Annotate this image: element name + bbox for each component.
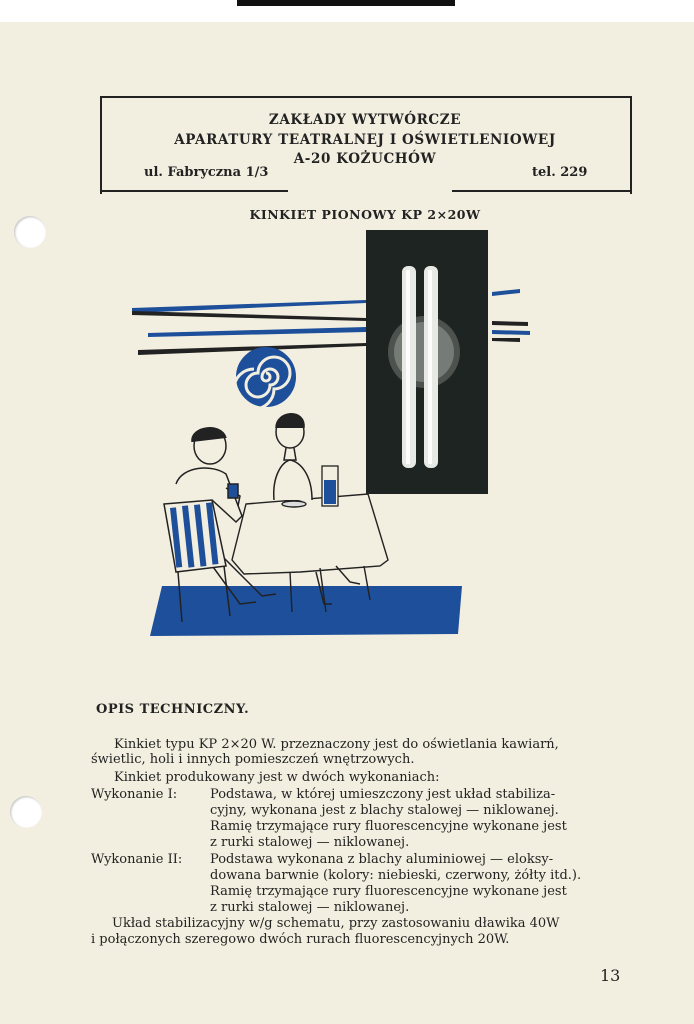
wall-stripe-7 (492, 330, 530, 335)
paragraph-1-line-2: świetlic, holi i innych pomieszczeń wnętrzowych. (91, 752, 415, 767)
header-phone: tel. 229 (532, 165, 588, 180)
header-line-2: APARATURY TEATRALNEJ I OŚWIETLENIOWEJ (174, 132, 556, 148)
header-line-1: ZAKŁADY WYTWÓRCZE (268, 112, 462, 128)
wall-stripe-6 (492, 321, 528, 326)
variant-2-line-3: Ramię trzymające rury fluorescencyjne wykonane jest (210, 884, 567, 899)
variant-1-line-4: z rurki stalowej — niklowanej. (210, 835, 410, 850)
section-heading: OPIS TECHNICZNY. (96, 702, 250, 717)
header-line-3: A-20 KOŻUCHÓW (293, 151, 437, 167)
wall-stripe-2 (132, 311, 366, 321)
wall-stripe-3 (148, 327, 366, 337)
paragraph-3-line-2: i połączonych szeregowo dwóch rurach fluorescencyjnych 20W. (91, 932, 510, 947)
spiral-ornament (234, 349, 294, 409)
floor-rug (150, 586, 462, 636)
variant-1-label: Wykonanie I: (91, 787, 178, 802)
product-title: KINKIET PIONOWY KP 2×20W (249, 207, 481, 222)
variant-2-line-4: z rurki stalowej — niklowanej. (210, 900, 410, 915)
variant-2-line-1: Podstawa wykonana z blachy aluminiowej — eloksy- (210, 852, 554, 867)
variant-1-line-2: cyjny, wykonana jest z blachy stalowej — niklowanej. (210, 803, 559, 818)
paragraph-1-line-1: Kinkiet typu KP 2×20 W. przeznaczony jest do oświetlania kawiarń, (114, 737, 559, 752)
variant-2-label: Wykonanie II: (91, 852, 183, 867)
paragraph-2: Kinkiet produkowany jest w dwóch wykonaniach: (114, 770, 440, 785)
paragraph-3-line-1: Układ stabilizacyjny w/g schematu, przy zastosowaniu dławika 40W (112, 916, 560, 931)
wall-stripe-1 (132, 300, 366, 313)
header-address: ul. Fabryczna 1/3 (144, 165, 269, 180)
wall-stripe-5 (492, 289, 520, 296)
wall-stripe-8 (492, 338, 520, 342)
variant-1-line-3: Ramię trzymające rury fluorescencyjne wykonane jest (210, 819, 567, 834)
variant-2-line-2: dowana barwnie (kolory: niebieski, czerwony, żółty itd.). (210, 868, 582, 883)
variant-1-line-1: Podstawa, w której umieszczony jest układ stabiliza- (210, 787, 556, 802)
page-number: 13 (600, 966, 621, 985)
